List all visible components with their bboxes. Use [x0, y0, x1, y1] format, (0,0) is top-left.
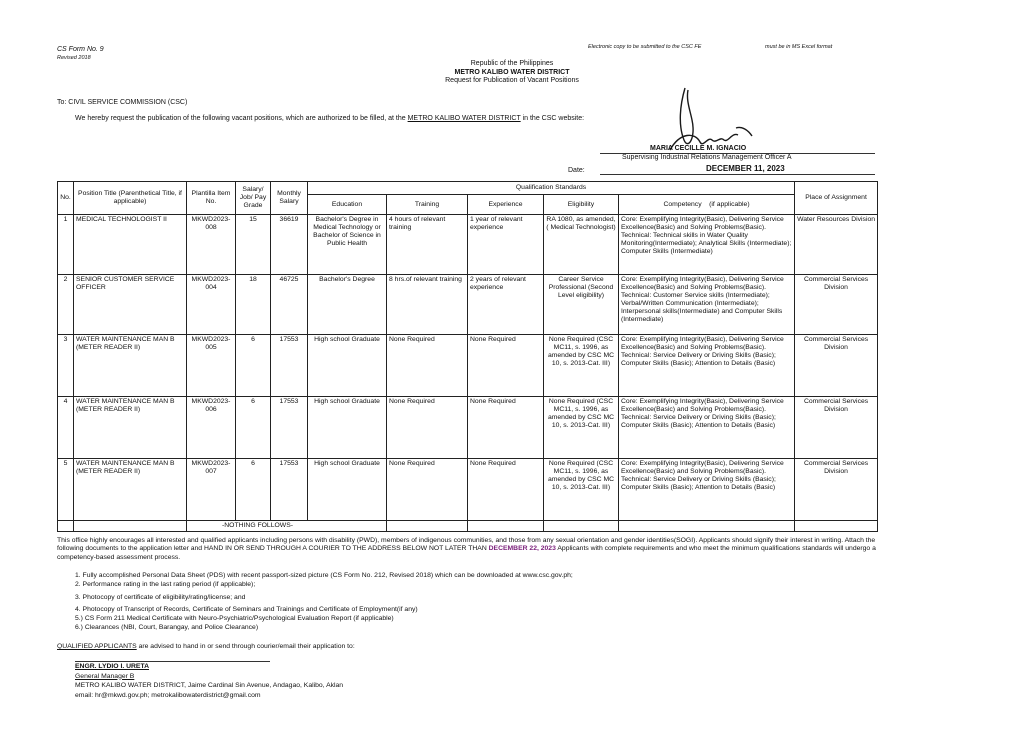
- cell-competency: Core: Exemplifying Integrity(Basic), Delivering Service Excellence(Basic) and Solving Problems(Basic). Technical: Service Delivery or Driving Skills (Basic); Computer Skills (Basic); Attention to Details (Basic): [619, 458, 795, 520]
- notice-part2: Applicants with complete requirements and who meet the minimum qualifications standards will undergo a competency-based assessment process.: [57, 545, 876, 561]
- cell-salary: 17553: [271, 334, 308, 396]
- cell-plantilla: MKWD2023-008: [187, 215, 236, 275]
- header-experience: Experience: [468, 195, 544, 215]
- cell-experience: None Required: [468, 396, 544, 458]
- cell-experience: 1 year of relevant experience: [468, 215, 544, 275]
- cell-education: High school Graduate: [308, 396, 387, 458]
- cell-training: 8 hrs.of relevant training: [387, 274, 468, 334]
- form-no-text: CS Form No. 9: [57, 46, 104, 53]
- cell-grade: 6: [236, 334, 271, 396]
- cell-experience: None Required: [468, 334, 544, 396]
- footer-empty: [795, 520, 878, 531]
- header-education: Education: [308, 195, 387, 215]
- electronic-copy-note: Electronic copy to be submitted to the CSC FE: [588, 44, 702, 50]
- footer-empty: [58, 520, 74, 531]
- cell-grade: 15: [236, 215, 271, 275]
- cell-competency: Core: Exemplifying Integrity(Basic), Delivering Service Excellence(Basic) and Solving Problems(Basic). Technical: Customer Service skills (Intermediate); Verbal/Written Communication (Intermediate); Interpersonal skills(Intermediate) and Computer Skills (Intermediate): [619, 274, 795, 334]
- qualified-applicants-rest: are advised to hand in or send through courier/email their application to:: [138, 643, 355, 650]
- cell-eligibility: Career Service Professional (Second Level eligibility): [544, 274, 619, 334]
- date-label: Date:: [568, 167, 585, 174]
- request-before: We hereby request the publication of the following vacant positions, which are authorized to be filled, at the: [75, 115, 406, 122]
- cell-salary: 17553: [271, 396, 308, 458]
- header-no: No.: [58, 182, 74, 215]
- requirements-list: [75, 572, 573, 633]
- header-training: Training: [387, 195, 468, 215]
- cell-assignment: Commercial Services Division: [795, 458, 878, 520]
- date-line: [600, 174, 875, 175]
- notice-part1: This office highly encourages all interested and qualified applicants including persons with disability (PWD), members of indigenous communities, and those from any sexual orientation and gender identities(SOGI). Applicants should signify their interest in writing. Attach the following documents to the application letter and HAND IN OR SEND THROUGH A COURIER TO THE ADDRESS BELOW NOT LATER THAN: [57, 537, 876, 553]
- excel-format-note: must be in MS Excel format: [765, 44, 833, 50]
- contact-block: [75, 661, 343, 700]
- cell-training: None Required: [387, 334, 468, 396]
- deadline-date: DECEMBER 22, 2023: [488, 545, 556, 553]
- cell-eligibility: RA 1080, as amended,( Medical Technologist): [544, 215, 619, 275]
- cell-position: SENIOR CUSTOMER SERVICE OFFICER: [74, 274, 187, 334]
- header-assignment: Place of Assignment: [795, 182, 878, 215]
- requirement-item: 1. Fully accomplished Personal Data Sheet (PDS) with recent passport-sized picture (CS Form No. 212, Revised 2018) which can be downloaded at www.csc.gov.ph;: [75, 572, 573, 579]
- cell-eligibility: None Required (CSC MC11, s. 1996, as amended by CSC MC 10, s. 2013-Cat. III): [544, 458, 619, 520]
- cell-training: 4 hours of relevant training: [387, 215, 468, 275]
- cell-position: WATER MAINTENANCE MAN B (METER READER II): [74, 334, 187, 396]
- header-plantilla: Plantilla Item No.: [187, 182, 236, 215]
- header-eligibility: Eligibility: [544, 195, 619, 215]
- table-row: [58, 334, 878, 396]
- form-revised-text: Revised 2018: [57, 55, 91, 61]
- requirement-item: 4. Photocopy of Transcript of Records, Certificate of Seminars and Trainings and Certificate of Employment(if any): [75, 606, 418, 613]
- vacant-positions-table: [57, 181, 878, 532]
- table-row: [58, 396, 878, 458]
- cell-education: High school Graduate: [308, 334, 387, 396]
- cell-competency: Core: Exemplifying Integrity(Basic), Delivering Service Excellence(Basic) and Solving Problems(Basic). Technical: Service Delivery or Driving Skills (Basic); Computer Skills (Basic); Attention to Details (Basic): [619, 334, 795, 396]
- cell-salary: 17553: [271, 458, 308, 520]
- header-position: Position Title (Parenthetical Title, if applicable): [74, 182, 187, 215]
- cell-education: High school Graduate: [308, 458, 387, 520]
- cell-eligibility: None Required (CSC MC11, s. 1996, as amended by CSC MC 10, s. 2013-Cat. III): [544, 334, 619, 396]
- footer-empty: [74, 520, 187, 531]
- handwritten-signature: [640, 80, 760, 155]
- footer-empty: [387, 520, 468, 531]
- header-competency: [619, 195, 795, 215]
- contact-email: email: hr@mkwd.gov.ph; metrokalibowaterdistrict@gmail.com: [75, 691, 261, 699]
- requirement-item: 5.) CS Form 211 Medical Certificate with Neuro-Psychiatric/Psychological Evaluation Report (if applicable): [75, 615, 394, 622]
- cell-training: None Required: [387, 396, 468, 458]
- header-qualification: Qualification Standards: [308, 182, 795, 195]
- cell-no: 3: [58, 334, 74, 396]
- cell-position: MEDICAL TECHNOLOGIST II: [74, 215, 187, 275]
- footer-empty: [544, 520, 619, 531]
- cell-education: Bachelor's Degree in Medical Technology or Bachelor of Science in Public Health: [308, 215, 387, 275]
- header-competency-label: Competency: [663, 200, 702, 208]
- cell-assignment: Commercial Services Division: [795, 274, 878, 334]
- request-statement: [75, 115, 584, 122]
- table-row: [58, 458, 878, 520]
- cell-education: Bachelor's Degree: [308, 274, 387, 334]
- cell-salary: 36619: [271, 215, 308, 275]
- footer-empty: [619, 520, 795, 531]
- cell-assignment: Water Resources Division: [795, 215, 878, 275]
- date-value: DECEMBER 11, 2023: [706, 164, 785, 173]
- contact-position: General Manager B: [75, 672, 135, 680]
- notice-paragraph: [57, 537, 877, 562]
- cell-experience: 2 years of relevant experience: [468, 274, 544, 334]
- cell-eligibility: None Required (CSC MC11, s. 1996, as amended by CSC MC 10, s. 2013-Cat. III): [544, 396, 619, 458]
- cell-salary: 46725: [271, 274, 308, 334]
- document-header: [0, 60, 1024, 86]
- table-row: [58, 274, 878, 334]
- cell-grade: 18: [236, 274, 271, 334]
- cell-experience: None Required: [468, 458, 544, 520]
- agency-name: METRO KALIBO WATER DISTRICT: [454, 68, 570, 76]
- qualified-applicants-label: QUALIFIED APPLICANTS: [57, 643, 137, 650]
- cell-assignment: Commercial Services Division: [795, 334, 878, 396]
- cell-grade: 6: [236, 458, 271, 520]
- cell-training: None Required: [387, 458, 468, 520]
- cell-no: 4: [58, 396, 74, 458]
- cell-plantilla: MKWD2023-007: [187, 458, 236, 520]
- cell-assignment: Commercial Services Division: [795, 396, 878, 458]
- requirement-item: 6.) Clearances (NBI, Court, Barangay, and Police Clearance): [75, 624, 259, 631]
- cell-competency: Core: Exemplifying Integrity(Basic), Delivering Service Excellence(Basic) and Solving Problems(Basic). Technical: Technical skills in Water Quality Monitoring(Intermediate); Analytical Skills (Intermediate); Computer Skills (Intermediate): [619, 215, 795, 275]
- request-title: Request for Publication of Vacant Positions: [445, 77, 579, 84]
- request-agency: METRO KALIBO WATER DISTRICT: [407, 115, 521, 122]
- header-monthly-salary: Monthly Salary: [271, 182, 308, 215]
- contact-address: METRO KALIBO WATER DISTRICT, Jaime Cardinal Sin Avenue, Andagao, Kalibo, Aklan: [75, 682, 344, 689]
- signatory-name: MARIA CECILLE M. IGNACIO: [650, 145, 747, 152]
- cell-plantilla: MKWD2023-004: [187, 274, 236, 334]
- requirement-item: 3. Photocopy of certificate of eligibility/rating/license; and: [75, 593, 246, 601]
- signatory-position: Supervising Industrial Relations Management Officer A: [622, 154, 792, 161]
- cell-grade: 6: [236, 396, 271, 458]
- request-after: in the CSC website:: [522, 115, 585, 122]
- header-competency-note: (if applicable): [709, 200, 750, 208]
- cell-no: 1: [58, 215, 74, 275]
- cell-no: 2: [58, 274, 74, 334]
- nothing-follows: -NOTHING FOLLOWS-: [187, 520, 387, 531]
- header-salary-grade: Salary/ Job/ Pay Grade: [236, 182, 271, 215]
- cell-position: WATER MAINTENANCE MAN B (METER READER II): [74, 396, 187, 458]
- table-footer-row: [58, 520, 878, 531]
- cell-no: 5: [58, 458, 74, 520]
- cell-plantilla: MKWD2023-005: [187, 334, 236, 396]
- requirement-item: 2. Performance rating in the last rating period (if applicable);: [75, 581, 256, 588]
- qualified-applicants-note: [57, 643, 355, 650]
- cell-competency: Core: Exemplifying Integrity(Basic), Delivering Service Excellence(Basic) and Solving Problems(Basic). Technical: Service Delivery or Driving Skills (Basic); Computer Skills (Basic); Attention to Details (Basic): [619, 396, 795, 458]
- addressee: To: CIVIL SERVICE COMMISSION (CSC): [57, 99, 188, 106]
- cell-plantilla: MKWD2023-006: [187, 396, 236, 458]
- cell-position: WATER MAINTENANCE MAN B (METER READER II): [74, 458, 187, 520]
- footer-empty: [468, 520, 544, 531]
- republic-text: Republic of the Philippines: [470, 60, 554, 67]
- table-row: [58, 215, 878, 275]
- contact-name: ENGR. LYDIO I. URETA: [75, 663, 150, 670]
